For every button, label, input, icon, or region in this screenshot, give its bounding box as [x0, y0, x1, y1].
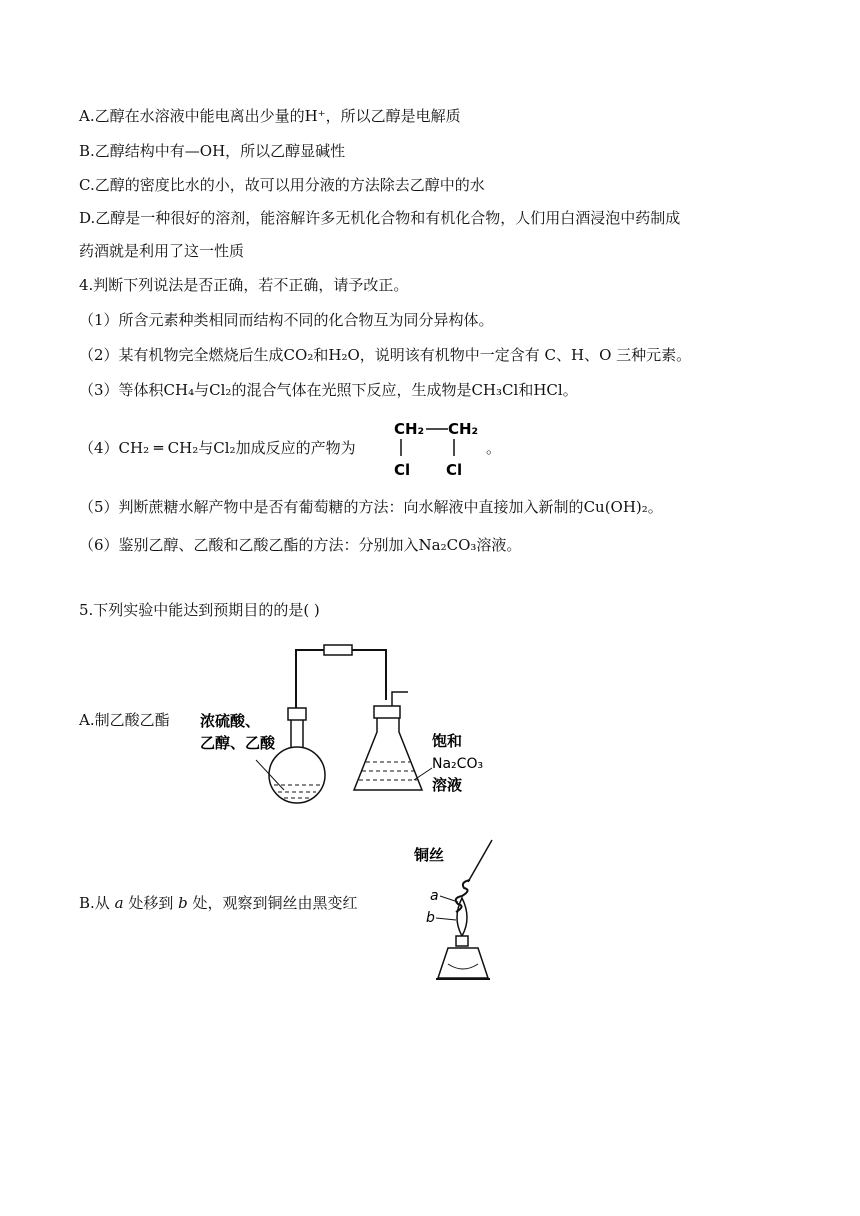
- formula-cl2-2: Cl₂: [213, 439, 236, 457]
- label-copper-wire: 铜丝: [414, 846, 445, 864]
- q4-item-5-text-a: （5）判断蔗糖水解产物中是否有葡萄糖的方法：向水解液中直接加入新制的: [79, 498, 584, 516]
- q4-item-6: [79, 535, 521, 555]
- q4-item-3-text-d: 和: [518, 381, 534, 399]
- q4-item-3-text-a: （3）等体积: [79, 381, 164, 399]
- q4-item-4: [79, 438, 356, 458]
- q4-item-2-text-a: （2）某有机物完全燃烧后生成: [79, 346, 284, 364]
- round-bottom-flask: [269, 747, 325, 803]
- formula-h2o: H₂O: [328, 346, 360, 364]
- option-c: C.乙醇的密度比水的小，故可以用分液的方法除去乙醇中的水: [79, 176, 485, 194]
- copper-wire-burner-figure: [408, 836, 508, 984]
- q5b-text-c: 处，观察到铜丝由黑变红: [192, 894, 358, 912]
- q4-item-4-end: 。: [486, 439, 502, 457]
- q4-item-6-text-b: 溶液。: [476, 536, 522, 554]
- formula-co2: CO₂: [283, 346, 314, 364]
- q4-item-5: [79, 497, 663, 517]
- q4-item-4-text-b: 与: [198, 439, 214, 457]
- q4-item-1: （1）所含元素种类相同而结构不同的化合物互为同分异构体。: [79, 311, 494, 329]
- formula-cuoh2: Cu(OH)₂: [583, 498, 648, 516]
- q4-item-4-text-a: （4）: [79, 439, 119, 457]
- formula-ch4: CH₄: [163, 381, 195, 399]
- option-b: B.乙醇结构中有—OH，所以乙醇显碱性: [79, 142, 346, 160]
- option-a: A.乙醇在水溶液中能电离出少量的H⁺，所以乙醇是电解质: [79, 107, 461, 125]
- erlenmeyer-stopper: [374, 706, 400, 718]
- erlenmeyer-flask: [354, 718, 422, 790]
- q5b-text-b: 处移到: [128, 894, 174, 912]
- label-b: b: [426, 910, 435, 926]
- struct-ch2-left: CH₂: [394, 420, 425, 438]
- formula-ch3cl: CH₃Cl: [471, 381, 519, 399]
- option-d-line1: D.乙醇是一种很好的溶剂，能溶解许多无机化合物和有机化合物，人们用白酒浸泡中药制成: [79, 209, 681, 227]
- q4-item-5-text-b: 。: [647, 498, 663, 516]
- q4-item-3: [79, 380, 578, 400]
- delivery-tube: [296, 650, 386, 708]
- alcohol-lamp: [438, 948, 488, 978]
- q4-item-4-text-c: 加成反应的产物为: [235, 439, 356, 457]
- flask-stopper: [288, 708, 306, 720]
- label-solution: 溶液: [432, 776, 463, 794]
- ester-apparatus-figure: [196, 640, 501, 805]
- q4-item-3-text-b: 与: [194, 381, 210, 399]
- copper-wire: [468, 840, 492, 882]
- point-b: b: [178, 894, 188, 912]
- option-d-line2: 药酒就是利用了这一性质: [79, 242, 245, 260]
- rubber-connector: [324, 645, 352, 655]
- formula-cl2: Cl₂: [209, 381, 232, 399]
- dichloroethane-structure: [388, 412, 488, 482]
- q4-item-6-text-a: （6）鉴别乙醇、乙酸和乙酸乙酯的方法：分别加入: [79, 536, 419, 554]
- label-ethanol-acid: 乙醇、乙酸: [200, 734, 276, 752]
- q4-item-3-text-c: 的混合气体在光照下反应，生成物是: [231, 381, 472, 399]
- question-5-stem: 5.下列实验中能达到预期目的的是( ): [79, 601, 320, 619]
- q5b-text-a: B.从: [79, 894, 110, 912]
- label-a: a: [430, 888, 439, 904]
- label-conc-sulfuric: 浓硫酸、: [200, 712, 261, 730]
- label-saturated: 饱和: [432, 732, 463, 750]
- formula-hcl: HCl: [533, 381, 563, 399]
- formula-ethylene: CH₂ ═ CH₂: [118, 439, 199, 457]
- q5-option-a: A.制乙酸乙酯: [79, 711, 170, 729]
- q4-item-3-text-e: 。: [562, 381, 578, 399]
- label-na2co3: Na₂CO₃: [432, 756, 484, 772]
- q4-item-2-and: 和: [313, 346, 329, 364]
- struct-ch2-right: CH₂: [448, 420, 479, 438]
- q4-item-2: [79, 345, 691, 365]
- wick-holder: [456, 936, 468, 946]
- struct-cl-right: Cl: [446, 461, 463, 479]
- struct-cl-left: Cl: [394, 461, 411, 479]
- q4-item-2-text-b: ，说明该有机物中一定含有 C、H、O 三种元素。: [359, 346, 692, 364]
- point-a: a: [114, 894, 124, 912]
- question-4-stem: 4.判断下列说法是否正确，若不正确，请予改正。: [79, 276, 409, 294]
- q5-option-b: [79, 893, 358, 913]
- formula-na2co3: Na₂CO₃: [418, 536, 477, 554]
